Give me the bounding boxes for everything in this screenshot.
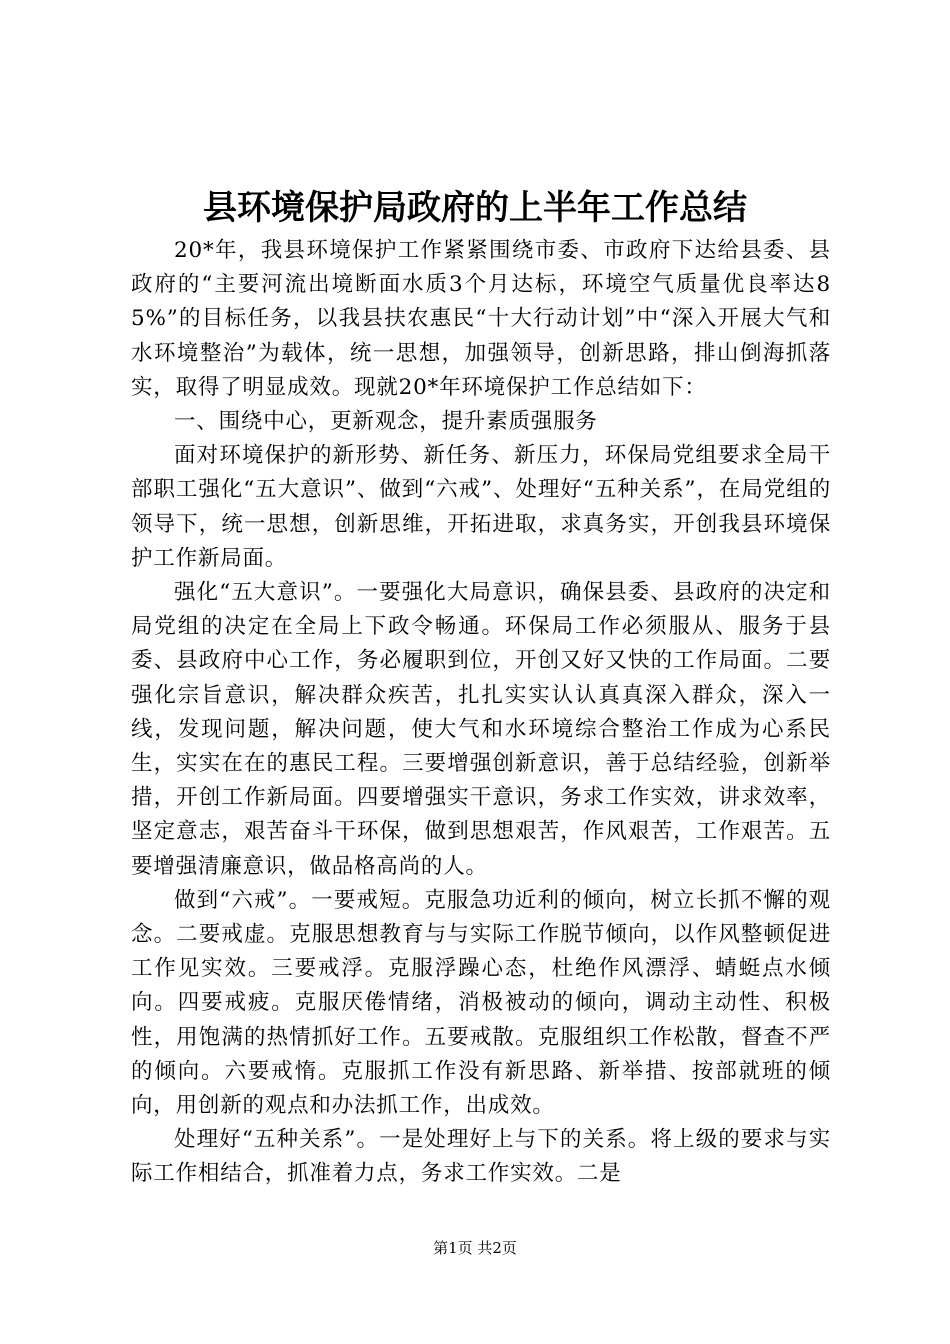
body-paragraph: 面对环境保护的新形势、新任务、新压力，环保局党组要求全局干部职工强化“五大意识”、做到“六戒”、处理好“五种关系”，在局党组的领导下，统一思想，创新思维，开拓进取，求真务实，开创我县环境保护工作新局面。 [131,443,831,571]
section-heading: 一、围绕中心，更新观念，提升素质强服务 [174,409,598,435]
intro-paragraph: 20*年，我县环境保护工作紧紧围绕市委、市政府下达给县委、县政府的“主要河流出境断面水质3个月达标，环境空气质量优良率达85%”的目标任务，以我县扶农惠民“十大行动计划”中“深入开展大气和水环境整治”为载体，统一思想，加强领导，创新思路，排山倒海抓落实，取得了明显成效。现就20*年环境保护工作总结如下： [131,238,831,400]
body-paragraph: 处理好“五种关系”。一是处理好上与下的关系。将上级的要求与实际工作相结合，抓准着力点，务求工作实效。二是 [131,1127,831,1187]
document-title: 县环境保护局政府的上半年工作总结 [203,188,747,228]
body-paragraph: 做到“六戒”。一要戒短。克服急功近利的倾向，树立长抓不懈的观念。二要戒虚。克服思想教育与与实际工作脱节倾向，以作风整顿促进工作见实效。三要戒浮。克服浮躁心态，杜绝作风漂浮、蜻蜓点水倾向。四要戒疲。克服厌倦情绪，消极被动的倾向，调动主动性、积极性，用饱满的热情抓好工作。五要戒散。克服组织工作松散，督查不严的倾向。六要戒惰。克服抓工作没有新思路、新举措、按部就班的倾向，用创新的观点和办法抓工作，出成效。 [131,887,831,1119]
document-body [131,234,831,1192]
page-number-footer: 第1页 共2页 [433,1239,517,1257]
body-paragraph: 强化“五大意识”。一要强化大局意识，确保县委、县政府的决定和局党组的决定在全局上下政令畅通。环保局工作必须服从、服务于县委、县政府中心工作，务必履职到位，开创又好又快的工作局面。二要强化宗旨意识，解决群众疾苦，扎扎实实认认真真深入群众，深入一线，发现问题，解决问题，使大气和水环境综合整治工作成为心系民生，实实在在的惠民工程。三要增强创新意识，善于总结经验，创新举措，开创工作新局面。四要增强实干意识，务求工作实效，讲求效率，坚定意志，艰苦奋斗干环保，做到思想艰苦，作风艰苦，工作艰苦。五要增强清廉意识，做品格高尚的人。 [131,580,831,879]
